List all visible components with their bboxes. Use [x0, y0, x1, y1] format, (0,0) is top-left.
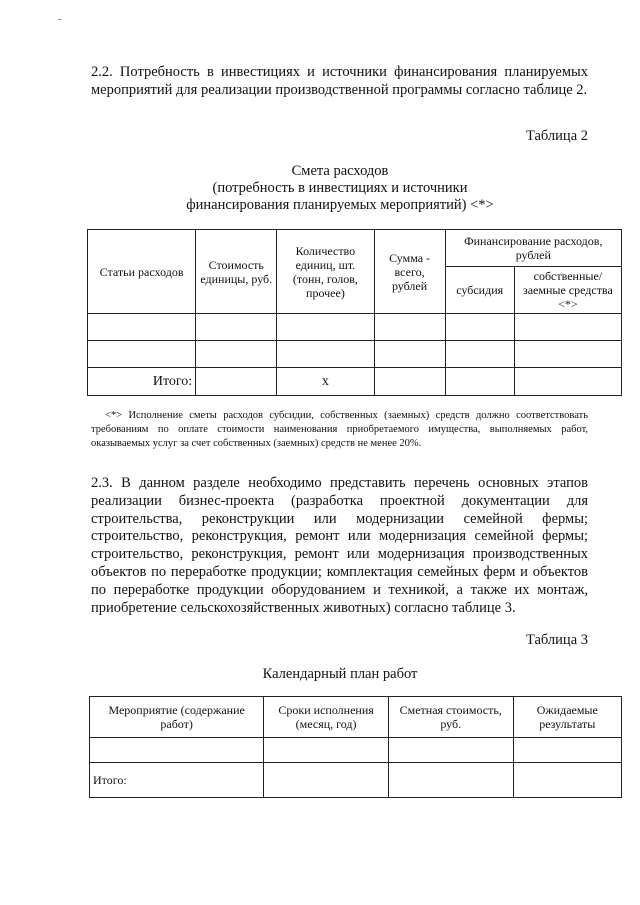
header-sum: Сумма - всего, рублей	[374, 230, 445, 314]
schedule-total-label: Итого:	[90, 763, 264, 798]
table-2-budget	[87, 229, 622, 396]
header-financing: Финансирование расходов, рублей	[445, 230, 621, 267]
header-activity: Мероприятие (содержание работ)	[90, 697, 264, 738]
table-total-row	[88, 368, 622, 396]
header-cost: Сметная стоимость, руб.	[388, 697, 513, 738]
table-row	[88, 314, 622, 341]
scan-mark	[58, 19, 61, 20]
table-2-title	[80, 163, 600, 214]
table-row	[88, 341, 622, 368]
table-2-title-line-3: финансирования планируемых мероприятий) <*>	[186, 197, 494, 213]
table-2-title-line-1: Смета расходов	[291, 163, 389, 179]
table-2-title-line-2: (потребность в инвестициях и источники	[212, 180, 468, 196]
header-subsidy: субсидия	[445, 267, 514, 314]
table-3-schedule	[89, 696, 622, 798]
section-2-3-paragraph: 2.3. В данном разделе необходимо представить перечень основных этапов реализации бизнес-проекта (разработка проектной документации для строительства, реконструкции или модернизации семейной фермы; строительство, реконструкция, ремонт или модернизация семейной фермы; строительство, реконструкция, ремонт или модернизация производственных объектов по переработке продукции; комплектация семейных ферм и объектов по переработке продукции оборудованием и техникой, а также их монтаж, приобретение сельскохозяйственных животных) согласно таблице 3.	[91, 475, 588, 616]
table-3-title: Календарный план работ	[262, 666, 418, 682]
footnote: <*> Исполнение сметы расходов субсидии, собственных (заемных) средств должно соответствовать требованиям по оплате стоимости наименования приобретаемого имущества, выполняемых работ, оказываемых услуг за счет собственных (заемных) средств не менее 20%.	[91, 410, 588, 449]
section-2-2-paragraph: 2.2. Потребность в инвестициях и источники финансирования планируемых мероприятий для реализации производственной программы согласно таблице 2.	[91, 64, 588, 98]
header-deadline: Сроки исполнения (месяц, год)	[264, 697, 389, 738]
header-unit-cost: Стоимость единицы, руб.	[196, 230, 277, 314]
header-results: Ожидаемые результаты	[513, 697, 621, 738]
table-row	[90, 738, 622, 763]
table-2-label: Таблица 2	[525, 128, 588, 144]
header-quantity: Количество единиц, шт. (тонн, голов, прочее)	[277, 230, 374, 314]
table-3-label: Таблица 3	[525, 632, 588, 648]
total-quantity-mark: х	[277, 368, 374, 396]
total-label: Итого:	[88, 368, 196, 396]
header-own-funds: собственные/заемные средства <*>	[514, 267, 621, 314]
table-total-row	[90, 763, 622, 798]
header-items: Статьи расходов	[88, 230, 196, 314]
